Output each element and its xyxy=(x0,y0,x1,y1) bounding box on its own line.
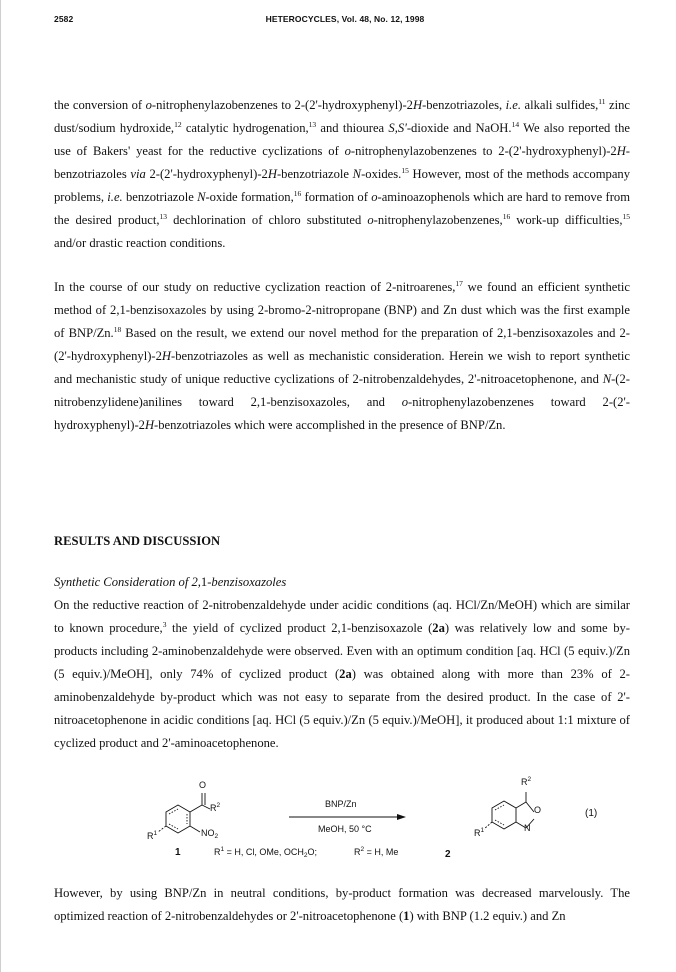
nitro-group-label: $NO_2$ xyxy=(201,828,219,840)
ref-14: 14 xyxy=(511,120,520,129)
ref-15-b: 15 xyxy=(622,212,630,221)
r2-substituents: $R^2 = H$, Me xyxy=(354,846,399,857)
journal-citation: HETEROCYCLES, Vol. 48, No. 12, 1998 xyxy=(265,14,425,24)
r2-label-left: $R^2$ xyxy=(210,802,221,813)
paragraph-4: However, by using BNP/Zn in neutral conditions, by-product formation was decreased marvelously. The optimized reaction of 2-nitrobenzaldehydes or 2'-nitroacetophenone (1) with BNP (1.2 equiv.) and Zn xyxy=(54,886,630,923)
conditions-label: MeOH, 50 °C xyxy=(318,824,372,834)
ref-3: 3 xyxy=(162,620,167,629)
carbonyl-oxygen-label: O xyxy=(199,780,207,790)
paragraph-2: In the course of our study on reductive cyclization reaction of 2-nitroarenes,$^{17}$ we found an efficient synthetic method of 2,1-benzisoxazoles by using 2-bromo-2-nitropropane (BNP) and Zn dust which was the first example of BNP/Zn.$^{18}$ Based on the result, we extend our novel method for the preparation of 2,1-benzisoxazoles and 2-(2'-hydroxyphenyl)-2H-benzotriazoles as well as mechanistic consideration. Herein we wish to report synthetic and mechanistic study of unique reductive cyclizations of 2-nitrobenzaldehydes, 2'-nitroacetophenone, and N-(2-nitrobenzylidene)anilines toward 2,1-benzisoxazoles, and o-nitrophenylazobenzenes toward 2-(2'-hydroxyphenyl)-2H-benzotriazoles which were accomplished in the presence of BNP/Zn. xyxy=(54,279,630,432)
paragraph-3: On the reductive reaction of 2-nitrobenzaldehyde under acidic conditions (aq. HCl/Zn/MeOH) which are similar to known procedure,$^3$ the yield of cyclized product 2,1-benzisoxazole (2a) was relatively low and some by-products including 2-aminobenzaldehyde were observed. Even with an optimum condition [aq. HCl (5 equiv.)/Zn (5 equiv.)/MeOH], only 74% of cyclized product (2a) was obtained along with more than 23% of 2-aminobenzaldehyde by-product which was not easy to separate from the desired product. In the case of 2'-nitroacetophenone in acidic conditions [aq. HCl (5 equiv.)/Zn (5 equiv.)/MeOH], it produced about 1:1 mixture of cyclized product and 2'-aminoacetophenone. xyxy=(54,598,630,750)
subsection-heading: Synthetic Consideration of 2,1-benzisoxazoles xyxy=(54,575,287,589)
running-head xyxy=(54,14,636,28)
compound-2-label: 2 xyxy=(445,849,451,860)
reagent-label: BNP/Zn xyxy=(325,799,357,809)
ref-18: 18 xyxy=(113,325,122,334)
equation-number: (1) xyxy=(585,808,598,819)
ref-11: 11 xyxy=(598,97,606,106)
nitrobenzaldehyde-structure xyxy=(158,793,210,833)
isoxazole-c3 xyxy=(516,802,526,808)
ref-16: 16 xyxy=(293,189,302,198)
ref-17: 17 xyxy=(455,279,463,288)
reaction-arrow-head xyxy=(397,814,406,820)
page-number: 2582 xyxy=(54,14,74,24)
ring-nitrogen-label: N xyxy=(524,823,531,833)
r1-bond xyxy=(158,826,166,832)
ref-16-b: 16 xyxy=(502,212,511,221)
carbonyl-bond xyxy=(190,805,202,812)
ring-oxygen-label: O xyxy=(534,805,542,815)
r1-substituents: $R^1 = H$, Cl, OMe, $OCH_2O$; xyxy=(214,846,318,859)
ref-15: 15 xyxy=(401,166,409,175)
reaction-scheme-drawing xyxy=(54,774,630,866)
ref-12: 12 xyxy=(174,120,182,129)
r1-label-left: $R^1$ xyxy=(147,830,158,841)
ref-13: 13 xyxy=(308,120,317,129)
r2-label-right: $R^2$ xyxy=(521,776,532,787)
ref-13-b: 13 xyxy=(159,212,168,221)
nitro-bond xyxy=(190,826,200,832)
compound-1-label: 1 xyxy=(175,847,181,858)
reaction-scheme-1 xyxy=(54,774,630,866)
paragraph-1: the conversion of o-nitrophenylazobenzenes to 2-(2'-hydroxyphenyl)-2H-benzotriazoles, i.e. alkali sulfides,$^{11}$ zinc dust/sodium hydroxide,$^{12}$ catalytic hydrogenation,$^{13}$ and thiourea S,S'-dioxide and NaOH.$^{14}$ We also reported the use of Bakers' yeast for the reductive cyclizations of o-nitrophenylazobenzenes to 2-(2'-hydroxyphenyl)-2H-benzotriazoles via 2-(2'-hydroxyphenyl)-2H-benzotriazole N-oxides.$^{15}$ However, most of the methods accompany problems, i.e. benzotriazole N-oxide formation,$^{16}$ formation of o-aminoazophenols which are hard to remove from the desired product,$^{13}$ dechlorination of chloro substituted o-nitrophenylazobenzenes,$^{16}$ work-up difficulties,$^{15}$ and/or drastic reaction conditions. xyxy=(54,97,631,250)
r1-label-right: $R^1$ xyxy=(474,827,485,838)
section-heading: RESULTS AND DISCUSSION xyxy=(54,534,221,548)
